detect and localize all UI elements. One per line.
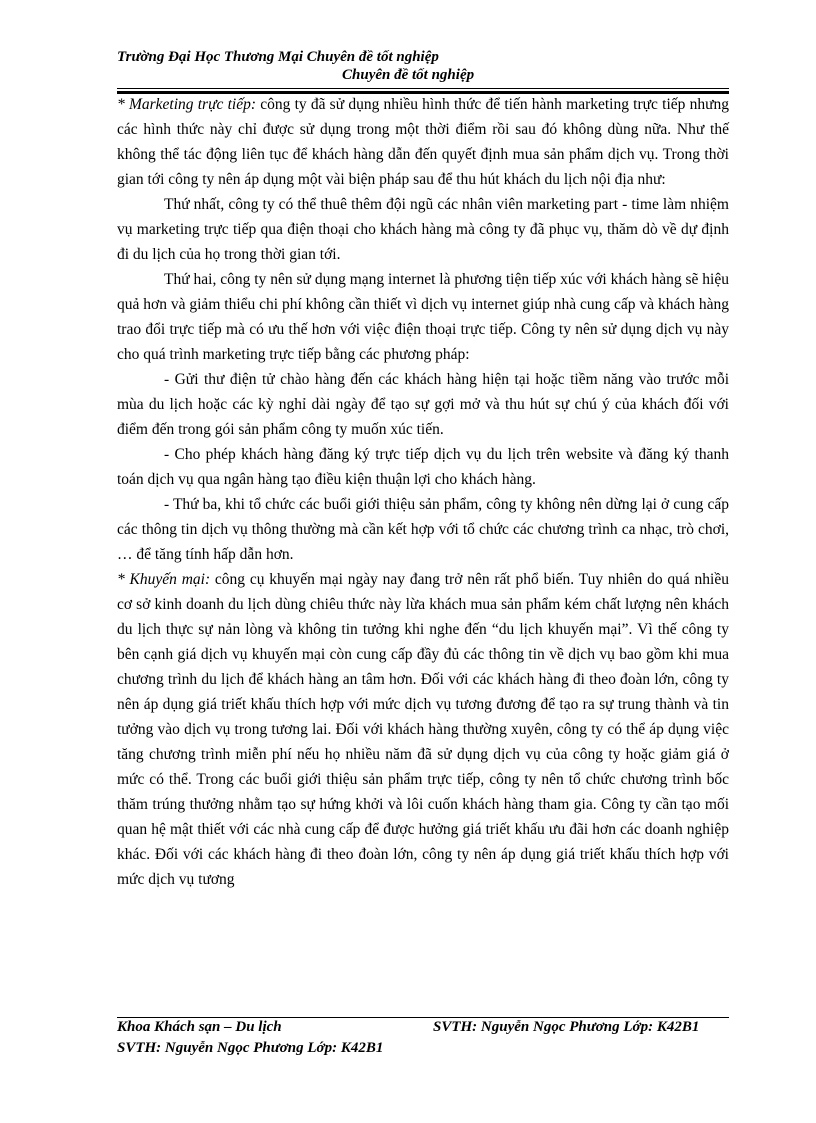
paragraph-text: công ty đã sử dụng nhiều hình thức để tiến hành marketing trực tiếp nhưng các hình thức này chỉ được sử dụng trong một thời điểm rồi sau đó không dùng nữa. Như thế không thể tác động liên tục để khách hàng dẫn đến quyết định mua sản phẩm dịch vụ. Trong thời gian tới công ty nên áp dụng một vài biện pháp sau để thu hút khách du lịch nội địa như: [117, 96, 729, 188]
footer-student: SVTH: Nguyễn Ngọc Phương Lớp: K42B1 [433, 1019, 700, 1035]
paragraph: Thứ hai, công ty nên sử dụng mạng internet là phương tiện tiếp xúc với khách hàng sẽ hiệu quả hơn và giảm thiểu chi phí không cần thiết vì dịch vụ internet giúp nhà cung cấp và khách hàng trao đổi trực tiếp mà có ưu thế hơn với việc điện thoại trực tiếp. Công ty nên sử dụng dịch vụ này cho quá trình marketing trực tiếp bằng các phương pháp: [117, 271, 729, 363]
page-body [117, 92, 729, 892]
paragraph-lead: * Khuyến mại: [117, 571, 211, 588]
header-title: Trường Đại Học Thương Mại Chuyên đề tốt nghiệp [117, 49, 439, 65]
paragraph: Thứ nhất, công ty có thể thuê thêm đội ngũ các nhân viên marketing part - time làm nhiệm vụ marketing trực tiếp qua điện thoại cho khách hàng mà công ty đã phục vụ, thăm dò về dự định đi du lịch của họ trong thời gian tới. [117, 196, 729, 263]
header-rule-thin [117, 88, 729, 89]
list-item: - Thứ ba, khi tổ chức các buổi giới thiệu sản phẩm, công ty không nên dừng lại ở cung cấp các thông tin dịch vụ thông thường mà cần kết hợp với tổ chức các chương trình ca nhạc, trò chơi, … để tăng tính hấp dẫn hơn. [117, 496, 729, 563]
list-item: - Cho phép khách hàng đăng ký trực tiếp dịch vụ du lịch trên website và đăng ký thanh toán dịch vụ qua ngân hàng tạo điều kiện thuận lợi cho khách hàng. [117, 446, 729, 488]
paragraph-marketing [117, 92, 729, 192]
paragraph-lead: * Marketing trực tiếp: [117, 96, 257, 113]
header-subtitle: Chuyên đề tốt nghiệp [342, 67, 475, 83]
paragraph-text: công cụ khuyến mại ngày nay đang trở nên rất phổ biến. Tuy nhiên do quá nhiều cơ sở kinh doanh du lịch dùng chiêu thức này lừa khách mua sản phẩm kém chất lượng nên khách du lịch thực sự nản lòng và không tin tưởng khi nghe đến “du lịch khuyến mại”. Vì thế công ty bên cạnh giá dịch vụ khuyến mại còn cung cấp đầy đủ các thông tin về dịch vụ bao gồm khi mua chương trình du lịch để khách hàng an tâm hơn. Đối với các khách hàng đi theo đoàn lớn, công ty nên áp dụng giá triết khấu thích hợp với mức dịch vụ tương đương để tạo ra sự trung thành và tin tưởng vào dịch vụ trong tương lai. Đối với khách hàng thường xuyên, công ty có thể áp dụng việc tăng chương trình miễn phí nếu họ nhiều năm đã sử dụng dịch vụ của công ty hoặc giảm giá ở mức có thể. Trong các buổi giới thiệu sản phẩm trực tiếp, công ty nên tổ chức chương trình bốc thăm trúng thưởng nhằm tạo sự hứng khởi và lôi cuốn khách hàng tham gia. Công ty cần tạo mối quan hệ mật thiết với các nhà cung cấp để được hưởng giá triết khấu ưu đãi hơn các doanh nghiệp khác. Đối với các khách hàng đi theo đoàn lớn, công ty nên áp dụng giá triết khấu thích hợp với mức dịch vụ tương [117, 571, 729, 888]
footer-faculty: Khoa Khách sạn – Du lịch [117, 1019, 282, 1035]
footer-student-repeat: SVTH: Nguyễn Ngọc Phương Lớp: K42B1 [117, 1040, 384, 1056]
paragraph-promotion [117, 567, 729, 892]
list-item: - Gửi thư điện tử chào hàng đến các khách hàng hiện tại hoặc tiềm năng vào trước mỗi mùa du lịch hoặc các kỳ nghỉ dài ngày để tạo sự gợi mở và thu hút sự chú ý của khách đối với điểm đến trong gói sản phẩm công ty muốn xúc tiến. [117, 371, 729, 438]
footer-rule [117, 1017, 729, 1018]
